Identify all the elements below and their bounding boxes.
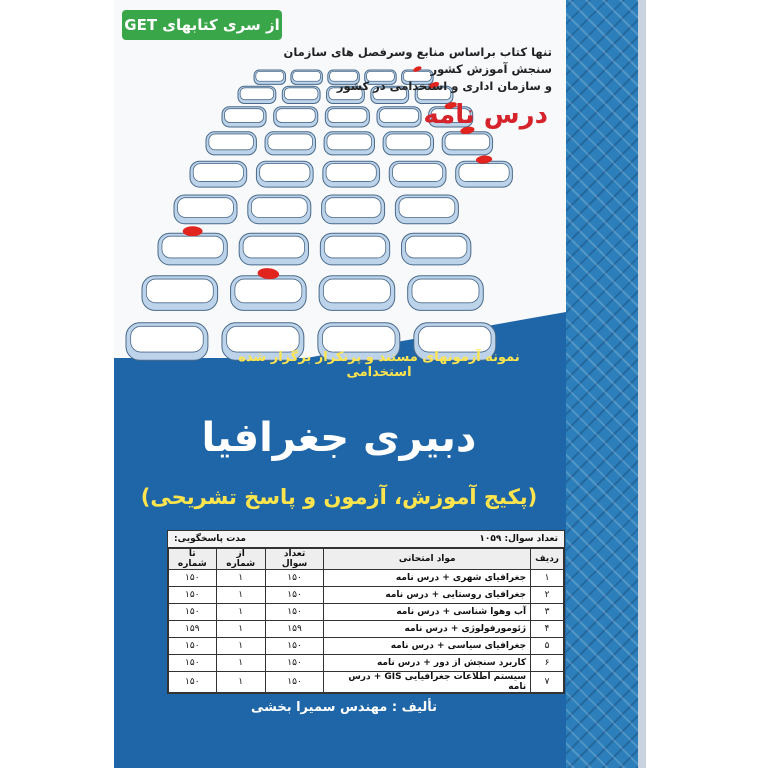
tagline-line-2: و سازمان اداری و استخدامی در کشور [336, 79, 552, 93]
table-header-row [169, 549, 564, 570]
brand-title: درس نامه [423, 100, 548, 130]
exam-subtitle: نمونه آزمونهای مستند و پرتکرار برگزار شده استخدامی [238, 350, 520, 380]
header-row-number: ردیف [531, 549, 564, 570]
header-from-number: از شماره [216, 549, 265, 570]
question-count-cell: ۱۵۰ [265, 570, 324, 587]
subject-cell: جغرافیای روستایی + درس نامه [324, 587, 531, 604]
tub-shape [158, 233, 227, 265]
to-number-cell: ۱۵۰ [169, 570, 217, 587]
tub-shape [395, 195, 458, 224]
row-number: ۴ [531, 621, 564, 638]
book-cover [114, 0, 638, 768]
subject-cell: جغرافیای شهری + درس نامه [324, 570, 531, 587]
tub-shape [319, 276, 395, 311]
row-number: ۲ [531, 587, 564, 604]
header-subject: مواد امتحانی [324, 549, 531, 570]
question-count-cell: ۱۵۰ [265, 655, 324, 672]
answer-time: مدت پاسخگویی: [174, 534, 247, 544]
question-count: تعداد سوال: ۱۰۵۹ [479, 534, 558, 544]
row-number: ۶ [531, 655, 564, 672]
table-row [169, 655, 564, 672]
row-number: ۷ [531, 672, 564, 693]
tub-shape [383, 132, 433, 155]
row-number: ۳ [531, 604, 564, 621]
package-subtitle: (پکیج آموزش، آزمون و پاسخ تشریحی) [140, 485, 538, 509]
red-fish-shape [183, 226, 203, 236]
tagline-line-1: تنها کتاب براساس منابع وسرفصل های سازمان سنجش آموزش کشور [283, 45, 552, 76]
to-number-cell: ۱۵۹ [169, 621, 217, 638]
subject-cell: ژئومورفولوژی + درس نامه [324, 621, 531, 638]
to-number-cell: ۱۵۰ [169, 587, 217, 604]
tub-shape [274, 107, 318, 127]
tub-shape [126, 323, 208, 360]
tub-shape [254, 70, 286, 84]
row-number: ۵ [531, 638, 564, 655]
table-row [169, 587, 564, 604]
tub-shape [238, 86, 276, 103]
tub-shape [248, 195, 311, 224]
series-tag: از سری کتابهای GET [122, 10, 282, 40]
subject-cell: جغرافیای سیاسی + درس نامه [324, 638, 531, 655]
from-number-cell: ۱ [216, 587, 265, 604]
tub-shape [402, 233, 471, 265]
tub-shape [408, 276, 484, 311]
tub-shape [456, 161, 513, 187]
tub-shape [239, 233, 308, 265]
tub-shape [265, 132, 315, 155]
book-title: دبیری جغرافیا [201, 415, 477, 461]
table-row [169, 570, 564, 587]
subject-cell: آب وهوا شناسی + درس نامه [324, 604, 531, 621]
subject-cell: کاربرد سنجش از دور + درس نامه [324, 655, 531, 672]
row-number: ۱ [531, 570, 564, 587]
header-to-number: تا شماره [169, 549, 217, 570]
subject-cell: سیستم اطلاعات جغرافیایی GIS + درس نامه [324, 672, 531, 693]
tub-shape [389, 161, 446, 187]
from-number-cell: ۱ [216, 621, 265, 638]
from-number-cell: ۱ [216, 672, 265, 693]
table-row [169, 604, 564, 621]
question-count-cell: ۱۵۰ [265, 587, 324, 604]
tub-shape [322, 195, 385, 224]
to-number-cell: ۱۵۰ [169, 655, 217, 672]
subjects-table [168, 548, 564, 693]
from-number-cell: ۱ [216, 638, 265, 655]
tub-shape [256, 161, 313, 187]
tub-shape [324, 132, 374, 155]
to-number-cell: ۱۵۰ [169, 638, 217, 655]
tub-shape [442, 132, 492, 155]
tub-shape [190, 161, 247, 187]
table-row [169, 672, 564, 693]
header-question-count: تعداد سوال [265, 549, 324, 570]
tub-shape [377, 107, 421, 127]
info-header [168, 531, 564, 548]
tub-shape [222, 107, 266, 127]
tagline [282, 44, 552, 95]
from-number-cell: ۱ [216, 570, 265, 587]
tub-shape [174, 195, 237, 224]
table-row [169, 638, 564, 655]
page-edge-strip [638, 0, 646, 768]
question-count-cell: ۱۵۰ [265, 672, 324, 693]
table-row [169, 621, 564, 638]
tub-shape [323, 161, 380, 187]
from-number-cell: ۱ [216, 655, 265, 672]
to-number-cell: ۱۵۰ [169, 672, 217, 693]
tub-shape [142, 276, 218, 311]
exam-info-table [167, 530, 565, 694]
author-credit: تألیف : مهندس سمیرا بخشی [250, 700, 438, 715]
to-number-cell: ۱۵۰ [169, 604, 217, 621]
question-count-cell: ۱۵۹ [265, 621, 324, 638]
tub-shape [325, 107, 369, 127]
tub-shape [231, 276, 307, 311]
question-count-cell: ۱۵۰ [265, 638, 324, 655]
tub-shape [206, 132, 256, 155]
from-number-cell: ۱ [216, 604, 265, 621]
tub-shape [320, 233, 389, 265]
question-count-cell: ۱۵۰ [265, 604, 324, 621]
